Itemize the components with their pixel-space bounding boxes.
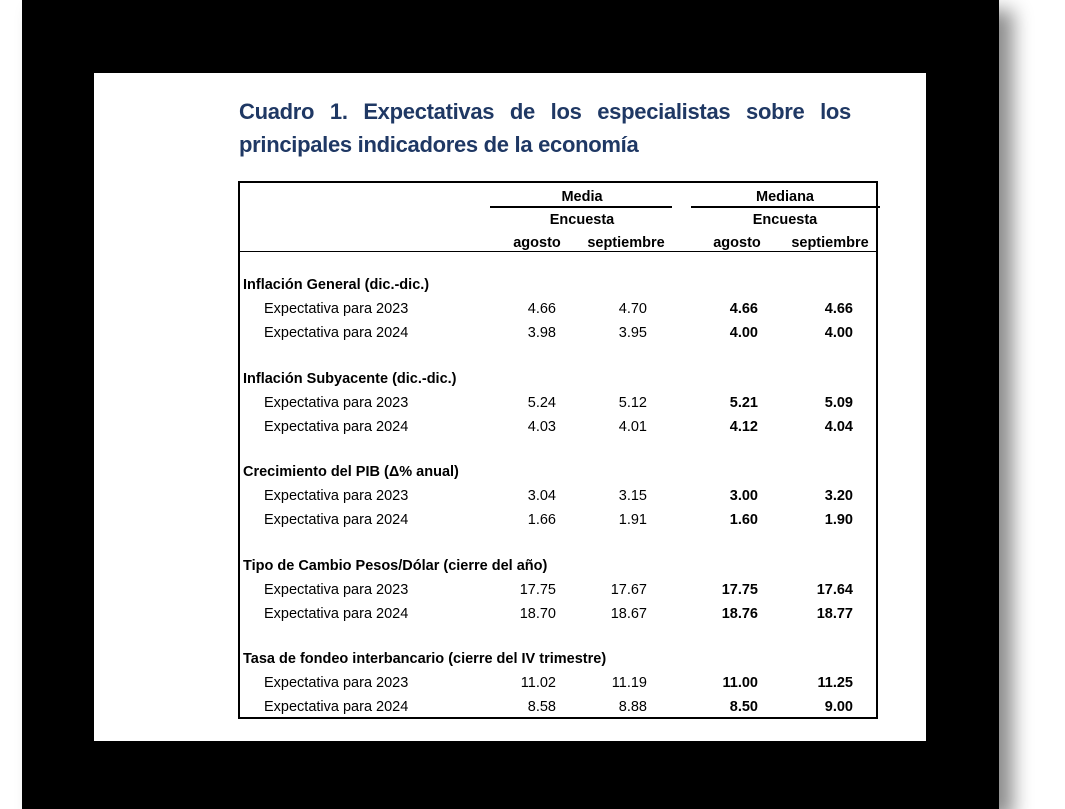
value-cell: 18.70 (519, 606, 556, 622)
row-label: Expectativa para 2023 (264, 395, 409, 411)
header-mediana: Mediana (755, 189, 814, 205)
value-cell: 8.58 (527, 699, 556, 715)
value-cell: 3.20 (824, 488, 853, 504)
media-underline (490, 206, 672, 208)
value-cell: 8.50 (729, 699, 758, 715)
value-cell: 4.01 (618, 419, 647, 435)
header-separator (240, 251, 876, 252)
row-label: Expectativa para 2024 (264, 512, 409, 528)
value-cell: 11.19 (611, 675, 647, 691)
section-title: Inflación Subyacente (dic.-dic.) (243, 371, 457, 387)
value-cell: 5.21 (729, 395, 758, 411)
value-cell: 1.91 (618, 512, 647, 528)
section-title: Tasa de fondeo interbancario (cierre del IV trimestre) (243, 651, 607, 667)
title-line-1: Cuadro 1. Expectativas de los especialistas sobre los (239, 99, 851, 124)
title-line-2: principales indicadores de la economía (239, 132, 639, 157)
header-encuesta-media: Encuesta (549, 212, 615, 228)
value-cell: 18.76 (721, 606, 758, 622)
header-encuesta-mediana: Encuesta (752, 212, 818, 228)
value-cell: 1.90 (824, 512, 853, 528)
value-cell: 3.15 (618, 488, 647, 504)
value-cell: 5.12 (618, 395, 647, 411)
value-cell: 4.66 (729, 301, 758, 317)
value-cell: 9.00 (824, 699, 853, 715)
col-agosto-media: agosto (513, 235, 561, 251)
header-media: Media (561, 189, 603, 205)
mediana-underline (691, 206, 880, 208)
value-cell: 17.67 (610, 582, 647, 598)
row-label: Expectativa para 2023 (264, 301, 409, 317)
col-agosto-mediana: agosto (713, 235, 761, 251)
value-cell: 17.64 (816, 582, 853, 598)
row-label: Expectativa para 2023 (264, 488, 409, 504)
value-cell: 4.70 (618, 301, 647, 317)
table-title (239, 95, 851, 161)
value-cell: 1.60 (729, 512, 758, 528)
value-cell: 4.03 (527, 419, 556, 435)
row-label: Expectativa para 2023 (264, 675, 409, 691)
value-cell: 17.75 (519, 582, 556, 598)
row-label: Expectativa para 2024 (264, 699, 409, 715)
row-label: Expectativa para 2024 (264, 419, 409, 435)
value-cell: 11.02 (520, 675, 556, 691)
value-cell: 8.88 (618, 699, 647, 715)
value-cell: 11.00 (722, 675, 758, 691)
expectations-table (238, 181, 878, 719)
row-label: Expectativa para 2024 (264, 606, 409, 622)
value-cell: 4.04 (824, 419, 853, 435)
value-cell: 3.95 (618, 325, 647, 341)
row-label: Expectativa para 2024 (264, 325, 409, 341)
value-cell: 1.66 (527, 512, 556, 528)
value-cell: 4.66 (527, 301, 556, 317)
value-cell: 17.75 (721, 582, 758, 598)
col-septiembre-media: septiembre (587, 235, 665, 251)
section-title: Tipo de Cambio Pesos/Dólar (cierre del año) (243, 558, 548, 574)
value-cell: 4.66 (824, 301, 853, 317)
section-title: Inflación General (dic.-dic.) (243, 277, 430, 293)
row-label: Expectativa para 2023 (264, 582, 409, 598)
value-cell: 4.00 (824, 325, 853, 341)
value-cell: 3.04 (527, 488, 556, 504)
value-cell: 3.00 (729, 488, 758, 504)
value-cell: 5.09 (824, 395, 853, 411)
value-cell: 18.77 (816, 606, 853, 622)
value-cell: 4.00 (729, 325, 758, 341)
value-cell: 18.67 (610, 606, 647, 622)
value-cell: 4.12 (729, 419, 758, 435)
col-septiembre-mediana: septiembre (791, 235, 869, 251)
section-title: Crecimiento del PIB (Δ% anual) (243, 464, 459, 480)
value-cell: 3.98 (527, 325, 556, 341)
value-cell: 5.24 (527, 395, 556, 411)
value-cell: 11.25 (817, 675, 853, 691)
